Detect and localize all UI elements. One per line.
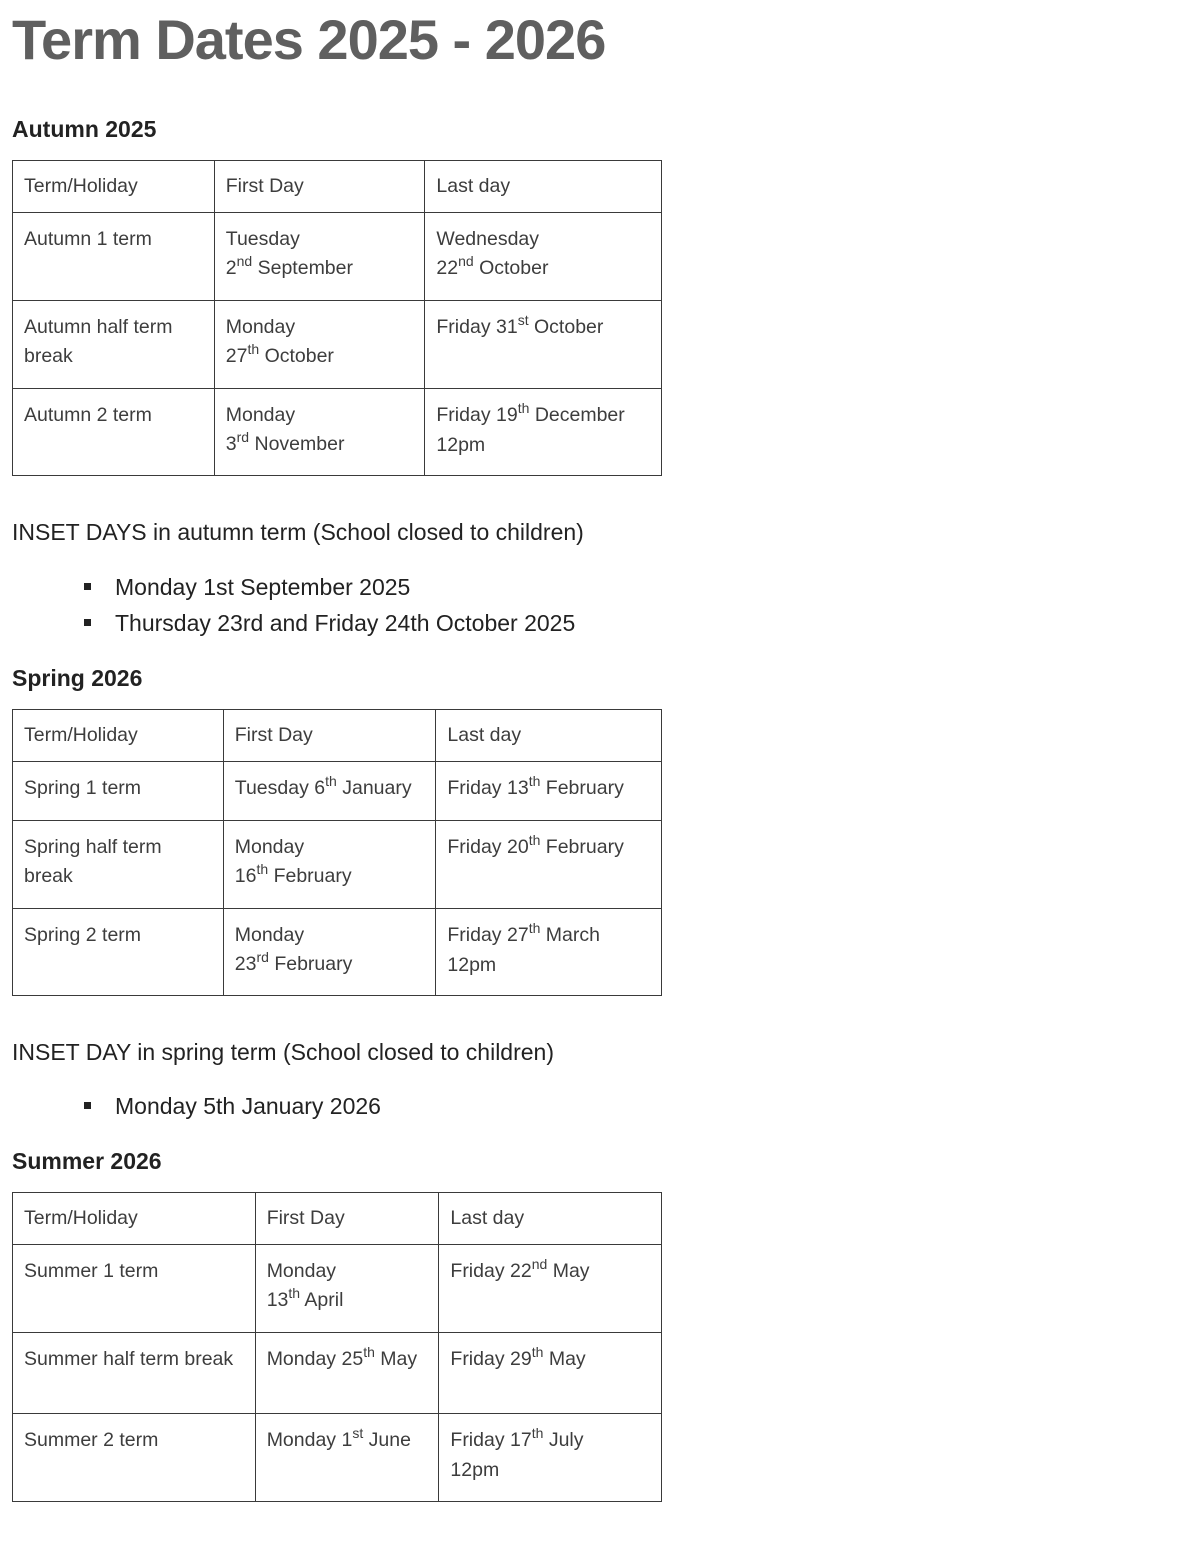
term-cell: Autumn 2 term — [13, 389, 215, 476]
term-cell: Spring 2 term — [13, 909, 224, 996]
header-last-day: Last day — [425, 161, 662, 213]
term-cell: Spring half term break — [13, 821, 224, 909]
list-item: Thursday 23rd and Friday 24th October 2025 — [84, 605, 575, 641]
header-first-day: First Day — [214, 161, 425, 213]
term-cell: Summer 2 term — [13, 1414, 256, 1502]
header-first-day: First Day — [223, 710, 436, 762]
header-term: Term/Holiday — [13, 1193, 256, 1245]
autumn-inset-list — [84, 569, 575, 641]
spring-heading: Spring 2026 — [12, 665, 143, 691]
last-day-cell: Friday 13th February — [436, 762, 662, 821]
table-row — [13, 821, 662, 909]
term-cell: Summer half term break — [13, 1333, 256, 1414]
bullet-icon — [84, 583, 91, 590]
last-day-cell: Friday 22nd May — [439, 1245, 662, 1333]
term-cell: Autumn 1 term — [13, 213, 215, 301]
header-last-day: Last day — [439, 1193, 662, 1245]
summer-heading: Summer 2026 — [12, 1148, 162, 1174]
table-row — [13, 762, 662, 821]
last-day-cell: Friday 20th February — [436, 821, 662, 909]
spring-table — [12, 709, 662, 996]
list-item: Monday 5th January 2026 — [84, 1088, 381, 1124]
autumn-inset-heading: INSET DAYS in autumn term (School closed to children) — [12, 519, 584, 545]
autumn-table — [12, 160, 662, 476]
last-day-cell: Friday 19th December 12pm — [425, 389, 662, 476]
page-title: Term Dates 2025 - 2026 — [12, 8, 606, 71]
first-day-cell: Monday 25th May — [255, 1333, 439, 1414]
summer-table — [12, 1192, 662, 1502]
last-day-cell: Wednesday 22nd October — [425, 213, 662, 301]
header-first-day: First Day — [255, 1193, 439, 1245]
table-header-row — [13, 161, 662, 213]
first-day-cell: Monday 23rd February — [223, 909, 436, 996]
first-day-cell: Monday 3rd November — [214, 389, 425, 476]
table-row — [13, 1333, 662, 1414]
bullet-icon — [84, 1102, 91, 1109]
table-row — [13, 389, 662, 476]
last-day-cell: Friday 29th May — [439, 1333, 662, 1414]
autumn-heading: Autumn 2025 — [12, 116, 157, 142]
last-day-cell: Friday 17th July 12pm — [439, 1414, 662, 1502]
list-item: Monday 1st September 2025 — [84, 569, 575, 605]
first-day-cell: Tuesday 2nd September — [214, 213, 425, 301]
table-header-row — [13, 710, 662, 762]
spring-inset-list — [84, 1088, 381, 1124]
table-header-row — [13, 1193, 662, 1245]
last-day-cell: Friday 31st October — [425, 301, 662, 389]
first-day-cell: Tuesday 6th January — [223, 762, 436, 821]
first-day-cell: Monday 27th October — [214, 301, 425, 389]
header-term: Term/Holiday — [13, 161, 215, 213]
spring-inset-heading: INSET DAY in spring term (School closed to children) — [12, 1039, 555, 1065]
term-cell: Autumn half term break — [13, 301, 215, 389]
table-row — [13, 213, 662, 301]
bullet-icon — [84, 619, 91, 626]
header-last-day: Last day — [436, 710, 662, 762]
first-day-cell: Monday 1st June — [255, 1414, 439, 1502]
table-row — [13, 1414, 662, 1502]
table-row — [13, 301, 662, 389]
first-day-cell: Monday 16th February — [223, 821, 436, 909]
last-day-cell: Friday 27th March 12pm — [436, 909, 662, 996]
first-day-cell: Monday 13th April — [255, 1245, 439, 1333]
table-row — [13, 909, 662, 996]
term-cell: Summer 1 term — [13, 1245, 256, 1333]
table-row — [13, 1245, 662, 1333]
term-cell: Spring 1 term — [13, 762, 224, 821]
header-term: Term/Holiday — [13, 710, 224, 762]
